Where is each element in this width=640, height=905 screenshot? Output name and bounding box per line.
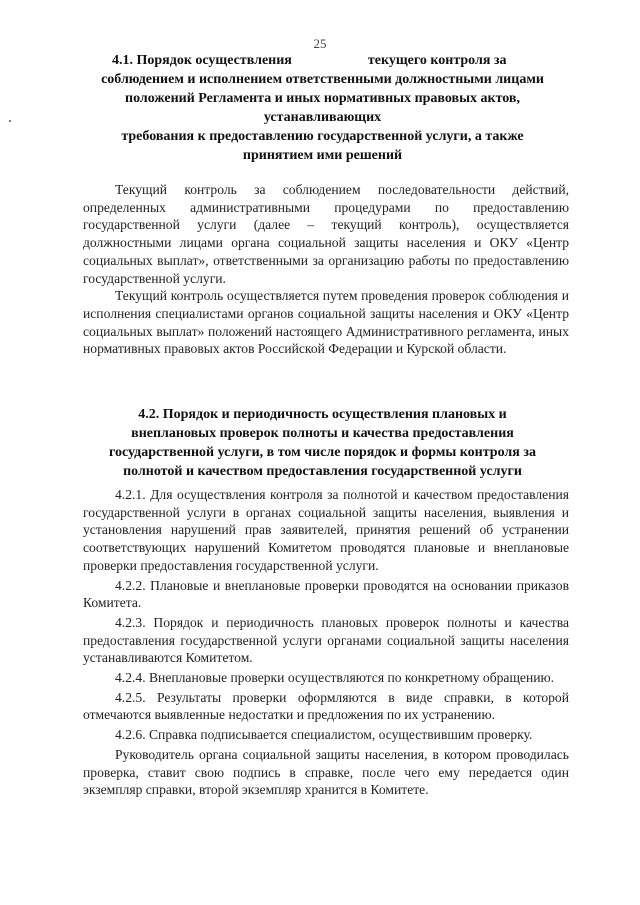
heading-line: соблюдением и исполнением ответственными должностными лицами <box>101 72 544 87</box>
paragraph: Текущий контроль за соблюдением последовательности действий, определенных административными процедурами по предоставлению государственной услуги (далее – текущий контроль), осуществляется должностными лицами органа социальной защиты населения и ОКУ «Центр социальных выплат», ответственными за организацию работы по предоставлению государственной услуги. <box>83 182 569 286</box>
heading-line: устанавливающих <box>263 110 382 125</box>
stray-dot-mark <box>9 120 11 122</box>
section-4-2-body <box>83 486 569 801</box>
paragraph: 4.2.4. Внеплановые проверки осуществляются по конкретному обращению. <box>115 670 555 686</box>
heading-line: государственной услуги, в том числе порядок и формы контроля за <box>109 445 536 460</box>
paragraph: 4.2.2. Плановые и внеплановые проверки проводятся на основании приказов Комитета. <box>83 577 569 611</box>
heading-fragment: 4.1. Порядок осуществления <box>112 53 292 68</box>
heading-line: положений Регламента и иных нормативных правовых актов, <box>125 91 520 106</box>
section-4-1-heading <box>60 51 585 165</box>
paragraph: Руководитель органа социальной защиты населения, в котором проводилась проверка, ставит свою подпись в справке, после чего ему передается один экземпляр справки, второй экземпляр хранится в Комитете. <box>83 746 569 798</box>
section-4-1-body <box>83 181 569 358</box>
paragraph: 4.2.5. Результаты проверки оформляются в виде справки, в которой отмечаются выявленные недостатки и предложения по их устранению. <box>83 689 569 723</box>
paragraph: 4.2.1. Для осуществления контроля за полнотой и качеством предоставления государственной услуги в органах социальной защиты населения, выявления и установления нарушений прав заявителей, принятия решений об устранении соответствующих нарушений Комитетом проводятся плановые и внеплановые проверки предоставления государственной услуги. <box>83 487 569 573</box>
section-4-2-heading <box>60 405 585 481</box>
heading-line: 4.2. Порядок и периодичность осуществления плановых и <box>138 407 507 422</box>
heading-line <box>60 51 585 70</box>
heading-line: принятием ими решений <box>242 148 403 163</box>
heading-line: требования к предоставлению государственной услуги, а также <box>121 129 524 144</box>
heading-line: внеплановых проверок полноты и качества предоставления <box>131 426 514 441</box>
paragraph: 4.2.3. Порядок и периодичность плановых проверок полноты и качества предоставления государственной услуги органами социальной защиты населения устанавливаются Комитетом. <box>83 614 569 666</box>
paragraph: 4.2.6. Справка подписывается специалистом, осуществившим проверку. <box>115 727 533 743</box>
page-number: 25 <box>313 36 327 51</box>
paragraph: Текущий контроль осуществляется путем проведения проверок соблюдения и исполнения специалистами органов социальной защиты населения и ОКУ «Центр социальных выплат» положений настоящего Административного регламента, иных нормативных правовых актов Российской Федерации и Курской области. <box>83 288 569 357</box>
heading-fragment: текущего контроля за <box>367 53 507 68</box>
heading-line: полнотой и качеством предоставления государственной услуги <box>123 464 522 479</box>
